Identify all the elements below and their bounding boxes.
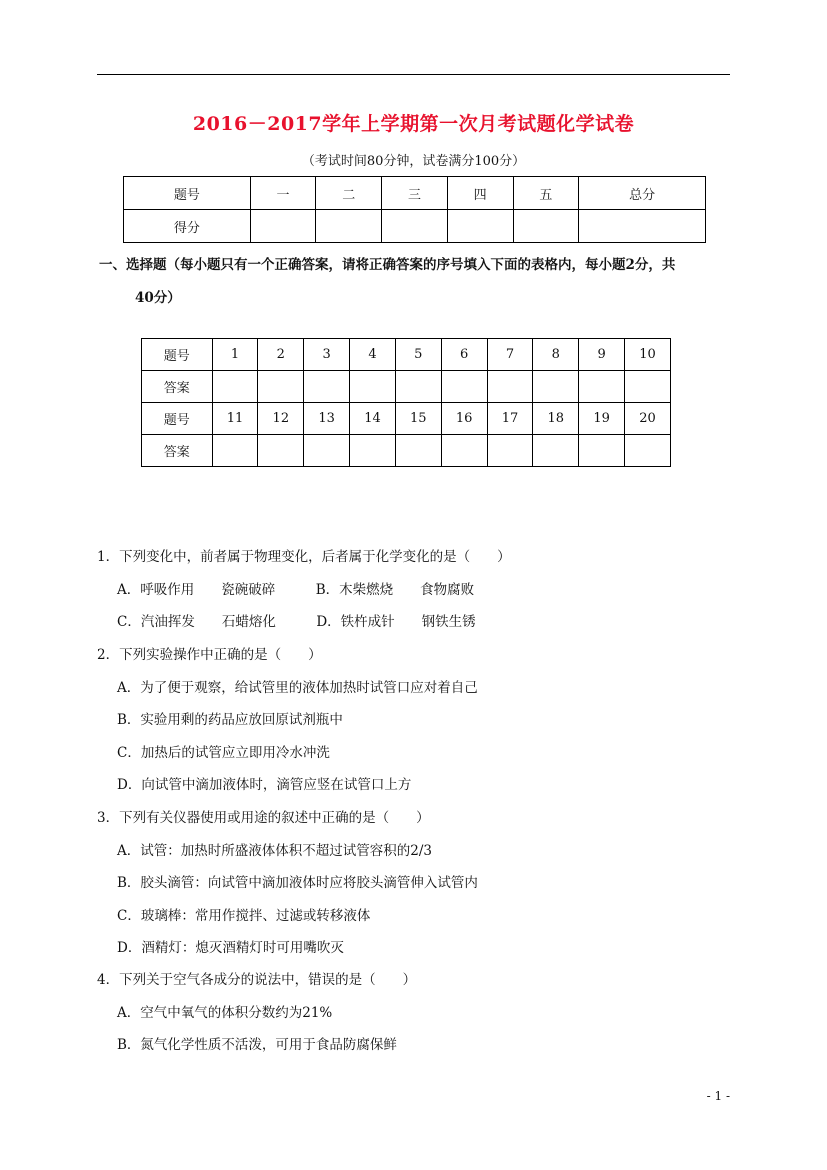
answer-cell (350, 371, 396, 403)
question-2-stem: 2．下列实验操作中正确的是（ ） (97, 647, 322, 663)
score-cell (447, 210, 513, 243)
answer-table (141, 338, 671, 467)
question-4-option-a: A．空气中氧气的体积分数约为21% (117, 1005, 333, 1021)
answer-cell: 1 (212, 339, 258, 371)
answer-cell: 12 (258, 403, 304, 435)
question-3-stem: 3．下列有关仪器使用或用途的叙述中正确的是（ ） (97, 810, 430, 826)
answer-cell: 答案 (142, 435, 213, 467)
question-3-option-d: D．酒精灯：熄灭酒精灯时可用嘴吹灭 (117, 940, 344, 956)
score-row-headers (124, 177, 706, 210)
answer-cell (487, 371, 533, 403)
answer-cell: 17 (487, 403, 533, 435)
answer-cell (304, 435, 350, 467)
answer-row (142, 371, 671, 403)
score-cell (382, 210, 448, 243)
answer-cell (304, 371, 350, 403)
answer-cell (258, 371, 304, 403)
answer-cell: 7 (487, 339, 533, 371)
score-cell: 五 (513, 177, 579, 210)
score-cell: 总分 (579, 177, 706, 210)
question-4-option-b: B．氮气化学性质不活泼，可用于食品防腐保鲜 (117, 1037, 397, 1053)
answer-cell (625, 435, 671, 467)
question-1-options-cd: C．汽油挥发 石蜡熔化 D．铁杵成针 钢铁生锈 (117, 614, 476, 630)
answer-cell (533, 371, 579, 403)
answer-cell (487, 435, 533, 467)
score-cell (513, 210, 579, 243)
score-cell (250, 210, 316, 243)
question-2-option-c: C．加热后的试管应立即用冷水冲洗 (117, 745, 330, 761)
answer-cell (395, 371, 441, 403)
question-1-options-ab: A．呼吸作用 瓷碗破碎 B．木柴燃烧 食物腐败 (117, 582, 475, 598)
header-rule (97, 74, 730, 75)
section-heading-continued: 40分） (135, 290, 181, 306)
answer-cell: 18 (533, 403, 579, 435)
answer-cell: 14 (350, 403, 396, 435)
score-cell: 三 (382, 177, 448, 210)
answer-cell: 8 (533, 339, 579, 371)
answer-cell (533, 435, 579, 467)
question-3-option-b: B．胶头滴管：向试管中滴加液体时应将胶头滴管伸入试管内 (117, 875, 478, 891)
score-cell: 四 (447, 177, 513, 210)
answer-cell: 16 (441, 403, 487, 435)
answer-cell: 9 (579, 339, 625, 371)
answer-cell: 答案 (142, 371, 213, 403)
answer-cell: 13 (304, 403, 350, 435)
answer-cell: 20 (625, 403, 671, 435)
answer-cell: 6 (441, 339, 487, 371)
exam-subtitle: （考试时间80分钟，试卷满分100分） (301, 154, 526, 169)
answer-cell: 3 (304, 339, 350, 371)
answer-cell (395, 435, 441, 467)
score-row-values (124, 210, 706, 243)
question-2-option-b: B．实验用剩的药品应放回原试剂瓶中 (117, 712, 343, 728)
question-2-option-a: A．为了便于观察，给试管里的液体加热时试管口应对着自己 (117, 680, 478, 696)
answer-cell (579, 435, 625, 467)
answer-cell (579, 371, 625, 403)
answer-cell (441, 371, 487, 403)
answer-cell (625, 371, 671, 403)
score-cell: 得分 (124, 210, 251, 243)
answer-row (142, 435, 671, 467)
score-table (123, 176, 706, 243)
score-cell: 二 (316, 177, 382, 210)
answer-cell: 题号 (142, 339, 213, 371)
answer-cell: 11 (212, 403, 258, 435)
section-heading: 一、选择题（每小题只有一个正确答案，请将正确答案的序号填入下面的表格内，每小题2分，共 (99, 257, 676, 273)
answer-cell: 4 (350, 339, 396, 371)
score-cell: 题号 (124, 177, 251, 210)
question-3-option-c: C．玻璃棒：常用作搅拌、过滤或转移液体 (117, 908, 371, 924)
answer-cell (441, 435, 487, 467)
answer-cell: 题号 (142, 403, 213, 435)
exam-title: 2016－2017学年上学期第一次月考试题化学试卷 (192, 113, 635, 135)
answer-cell (258, 435, 304, 467)
page-number: - 1 - (706, 1089, 730, 1103)
answer-cell: 10 (625, 339, 671, 371)
question-2-option-d: D．向试管中滴加液体时，滴管应竖在试管口上方 (117, 777, 412, 793)
score-cell (316, 210, 382, 243)
score-cell (579, 210, 706, 243)
answer-cell: 15 (395, 403, 441, 435)
question-4-stem: 4．下列关于空气各成分的说法中，错误的是（ ） (97, 972, 417, 988)
answer-cell: 19 (579, 403, 625, 435)
answer-cell (212, 435, 258, 467)
score-cell: 一 (250, 177, 316, 210)
question-3-option-a: A．试管：加热时所盛液体体积不超过试管容积的2/3 (117, 843, 432, 859)
answer-cell: 5 (395, 339, 441, 371)
answer-cell (212, 371, 258, 403)
answer-row (142, 339, 671, 371)
answer-row (142, 403, 671, 435)
answer-cell: 2 (258, 339, 304, 371)
answer-cell (350, 435, 396, 467)
question-1-stem: 1．下列变化中，前者属于物理变化，后者属于化学变化的是（ ） (97, 549, 511, 565)
